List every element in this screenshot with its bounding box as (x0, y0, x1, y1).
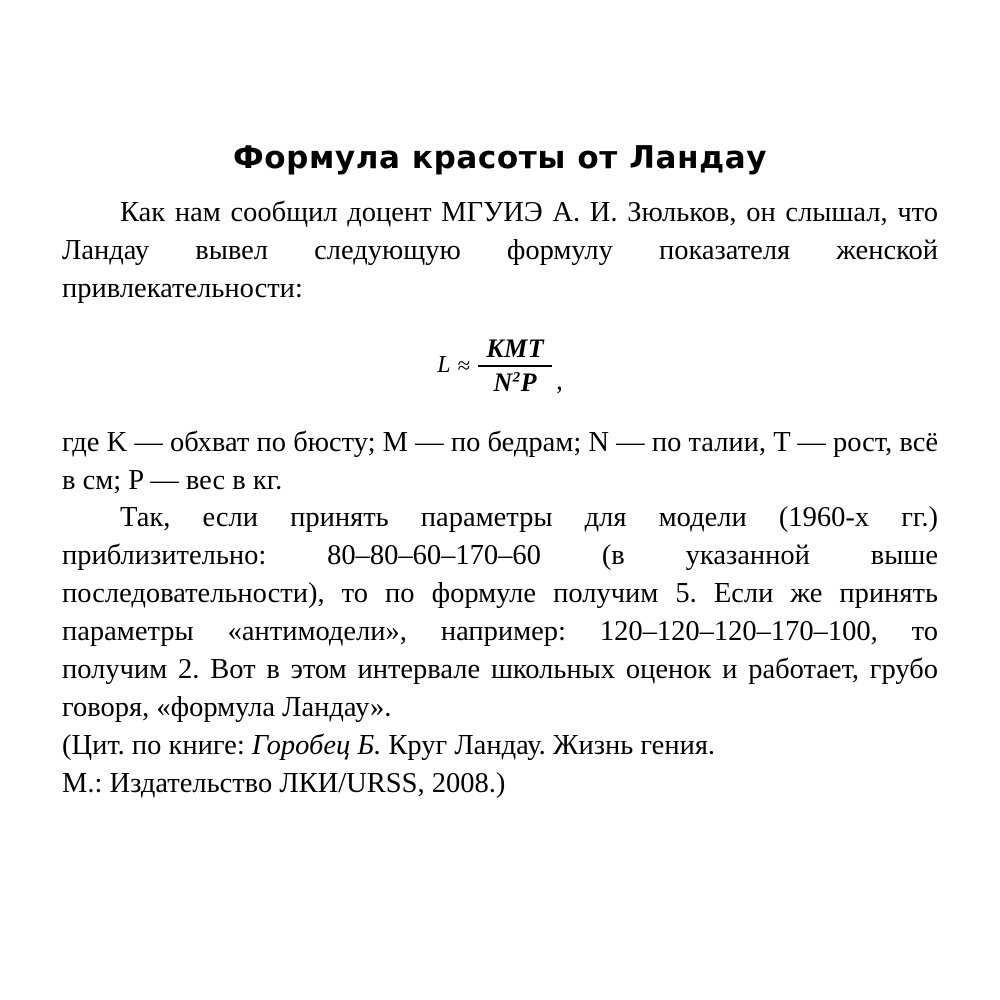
denominator-tail: P (520, 367, 538, 397)
citation-author: Горобец Б. (251, 729, 382, 761)
denominator-exponent: 2 (512, 369, 521, 386)
citation-suffix: Круг Ландау. Жизнь гения. (381, 729, 716, 761)
source-citation-line-1 (62, 727, 938, 765)
page-title: Формула красоты от Ландау (232, 140, 768, 176)
formula-numerator: KMT (486, 333, 545, 363)
source-citation-line-2: М.: Издательство ЛКИ/URSS, 2008.) (62, 767, 506, 799)
paragraph-intro: Как нам сообщил доцент МГУИЭ А. И. Зюльков, он слышал, что Ландау вывел следующую формулу показателя женской привлекательности: (62, 197, 938, 304)
beauty-formula (437, 334, 562, 398)
denominator-base: N (493, 367, 513, 397)
formula-fraction (478, 334, 552, 398)
formula-block (62, 334, 938, 398)
formula-relation: ≈ (457, 352, 471, 378)
citation-prefix: (Цит. по книге: (62, 729, 252, 761)
formula-left-side: L (437, 352, 451, 379)
paragraph-legend: где K — обхват по бюсту; M — по бедрам; N — по талии, T — рост, всё в см; P — вес в кг. (62, 426, 938, 496)
paragraph-example: Так, если принять параметры для модели (1960-х гг.) приблизительно: 80–80–60–170–60 (в указанной выше последовательности), то по формуле получим 5. Если же принять параметры «антимодели», например: 120–120–120–170–100, то получим 2. Вот в этом интервале школьных оценок и работает, грубо говоря, «формула Ландау». (62, 502, 938, 723)
formula-comma: , (556, 365, 563, 395)
formula-denominator (489, 367, 541, 398)
